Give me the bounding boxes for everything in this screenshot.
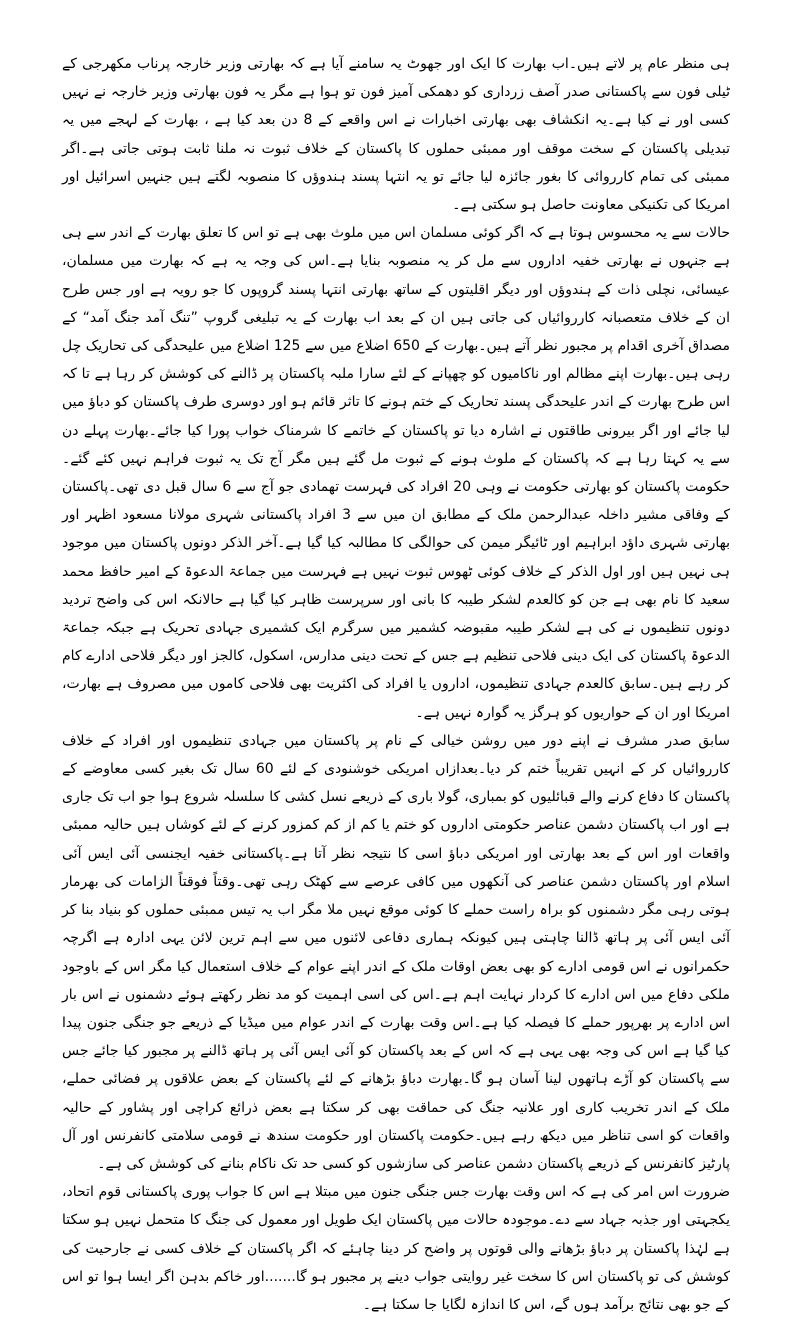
paragraph-1: ہی منظر عام پر لاتے ہیں۔اب بھارت کا ایک اور جھوٹ یہ سامنے آیا ہے کہ بھارتی وزیر خارجہ پرناب مکھرجی کے ٹیلی فون سے پاکستانی صدر آصف زرداری کو دھمکی آمیز فون تو ہوا ہے مگر یہ فون بھارتی وزیر خارجہ نے نہیں کسی اور نے کیا ہے۔یہ انکشاف بھی بھارتی اخبارات نے اس واقعے کے 8 دن بعد کیا ہے ، بھارت کے لہجے میں یہ تبدیلی پاکستان کے سخت موقف اور ممبئی حملوں کا پاکستان کے خلاف ثبوت نہ ملنا ثابت ہوتی جاتی ہے۔اگر ممبئی کی تمام کارروائی کا بغور جائزہ لیا جائے تو یہ انتہا پسند ہندوؤں کا منصوبہ لگتے ہیں جنہیں اسرائیل اور امریکا کی تکنیکی معاونت حاصل ہو سکتی ہے۔ (62, 56, 730, 214)
paragraph-2: حالات سے یہ محسوس ہوتا ہے کہ اگر کوئی مسلمان اس میں ملوث بھی ہے تو اس کا تعلق بھارت کے اندر سے ہی ہے جنہوں نے بھارتی خفیہ اداروں سے مل کر یہ منصوبہ بنایا ہے۔اس کی وجہ یہ ہے کہ بھارت میں مسلمان، عیسائی، نچلی ذات کے ہندوؤں اور دیگر اقلیتوں کے ساتھ بھارتی انتہا پسند گروپوں کا جو رویہ ہے اور جس طرح ان کے خلاف متعصبانہ کارروائیاں کی جاتی ہیں ان کے بعد اب بھارت کے یہ تبلیغی گروپ ”تنگ آمد جنگ آمد“ کے مصداق آخری اقدام پر مجبور نظر آتے ہیں۔بھارت کے 650 اضلاع میں سے 125 اضلاع میں علیحدگی کی تحاریک چل رہی ہیں۔بھارت اپنے مظالم اور ناکامیوں کو چھپانے کے لئے سارا ملبہ پاکستان پر ڈالنے کی کوشش کر رہا ہے تا کہ اس طرح بھارت کے اندر علیحدگی پسند تحاریک کے ختم ہونے کا تاثر قائم ہو اور دوسری طرف پاکستان کو دباؤ میں لیا جائے اور اگر بیرونی طاقتوں نے اشارہ دیا تو پاکستان کے خاتمے کا شرمناک خواب پورا کیا جائے۔بھارت پہلے دن سے یہ کہتا رہا ہے کہ پاکستان کے ملوث ہونے کے ثبوت مل گئے ہیں مگر آج تک یہ ثبوت فراہم نہیں کئے گئے۔حکومت پاکستان کو بھارتی حکومت نے وہی 20 افراد کی فہرست تھمادی جو آج سے 6 سال قبل دی تھی۔پاکستان کے وفاقی مشیر داخلہ عبدالرحمن ملک کے مطابق ان میں سے 3 افراد پاکستانی شہری مولانا مسعود اظہر اور بھارتی شہری داؤد ابراہیم اور ٹائیگر میمن کی حوالگی کا مطالبہ کیا گیا ہے۔آخر الذکر دونوں پاکستان میں موجود ہی نہیں ہیں اور اول الذکر کے خلاف کوئی ٹھوس ثبوت نہیں ہے فہرست میں جماعۃ الدعوۃ کے امیر حافظ محمد سعید کا نام بھی ہے جن کو کالعدم لشکر طیبہ کا بانی اور سرپرست ظاہر کیا گیا ہے حالانکہ اس کی واضح تردید دونوں تنظیموں نے کی ہے لشکر طیبہ مقبوضہ کشمیر میں سرگرم ایک کشمیری جہادی تحریک ہے جبکہ جماعۃ الدعوۃ پاکستان کی ایک دینی فلاحی تنظیم ہے جس کے تحت دینی مدارس، اسکول، کالجز اور دیگر فلاحی ادارے کام کر رہے ہیں۔سابق کالعدم جہادی تنظیموں، اداروں یا افراد کی اکثریت بھی فلاحی کاموں میں مصروف ہے بھارت، امریکا اور ان کے حواریوں کو ہرگز یہ گوارہ نہیں ہے۔ (62, 225, 730, 721)
article-body (62, 50, 730, 1319)
paragraph-4: ضرورت اس امر کی ہے کہ اس وقت بھارت جس جنگی جنون میں مبتلا ہے اس کا جواب پوری پاکستانی قوم اتحاد، یکجہتی اور جذبہ جہاد سے دے۔موجودہ حالات میں پاکستان ایک طویل اور معمول کی جنگ کا متحمل نہیں ہو سکتا ہے لہٰذا پاکستان پر دباؤ بڑھانے والی قوتوں پر واضح کر دینا چاہئے کہ اگر پاکستان کے خلاف کسی نے جارحیت کی کوشش کی تو پاکستان اس کا سخت غیر روایتی جواب دینے پر مجبور ہو گا.......اور خاکم بدہن اگر ایسا ہوا تو اس کے جو بھی نتائج برآمد ہوں گے، اس کا اندازہ لگایا جا سکتا ہے۔ (62, 1184, 730, 1313)
paragraph-3: سابق صدر مشرف نے اپنے دور میں روشن خیالی کے نام پر پاکستان میں جہادی تنظیموں اور افراد کے خلاف کارروائیاں کر کے انہیں تقریباً ختم کر دیا۔بعدازاں امریکی خوشنودی کے لئے 60 سال تک بغیر کسی معاوضے کے پاکستان کا دفاع کرنے والے قبائلیوں کو بمباری، گولا باری کے ذریعے نسل کشی کا سلسلہ شروع ہوا جو اب تک جاری ہے اور اب پاکستان دشمن عناصر حکومتی اداروں کو ختم یا کم از کم کمزور کرنے کے لئے کوشاں ہیں حالیہ ممبئی واقعات اور اس کے بعد بھارتی اور امریکی دباؤ اسی کا نتیجہ نظر آتا ہے۔پاکستانی خفیہ ایجنسی آئی ایس آئی اسلام اور پاکستان دشمن عناصر کی آنکھوں میں کافی عرصے سے کھٹک رہی تھی۔وقتاً فوقتاً الزامات کی بھرمار ہوتی رہی مگر دشمنوں کو براہ راست حملے کا کوئی موقع نہیں ملا مگر اب یہ تیس ممبئی حملوں کو بنیاد بنا کر آئی ایس آئی پر ہاتھ ڈالنا چاہتی ہیں کیونکہ ہماری دفاعی لائنوں میں سے اہم ترین لائن یہی ادارہ ہے اگرچہ حکمرانوں نے اس قومی ادارے کو بھی بعض اوقات ملک کے اندر اپنے عوام کے خلاف استعمال کیا مگر اس کے باوجود ملکی دفاع میں اس ادارے کا کردار نہایت اہم ہے۔اس کی اسی اہمیت کو مد نظر رکھتے ہوئے دشمنوں نے اس بار اس ادارے پر بھرپور حملے کا فیصلہ کیا ہے۔اس وقت بھارت کے اندر عوام میں میڈیا کے ذریعے جو جنگی جنون پیدا کیا گیا ہے اس کی وجہ بھی یہی ہے کہ اس کے بعد پاکستان کو آئی ایس آئی پر ہاتھ ڈالنے پر مجبور کیا جائے جس سے پاکستان کو آڑے ہاتھوں لینا آسان ہو گا۔بھارت دباؤ بڑھانے کے لئے پاکستان کے بعض علاقوں پر فضائی حملے، ملک کے اندر تخریب کاری اور علانیہ جنگ کی حماقت بھی کر سکتا ہے بعض ذرائع کراچی اور پشاور کے حالیہ واقعات کو اسی تناظر میں دیکھ رہے ہیں۔حکومت پاکستان اور حکومت سندھ نے قومی سلامتی کانفرنس اور آل پارٹیز کانفرنس کے ذریعے پاکستان دشمن عناصر کی سازشوں کو کسی حد تک ناکام بنانے کی کوشش کی ہے۔ (62, 732, 730, 1172)
